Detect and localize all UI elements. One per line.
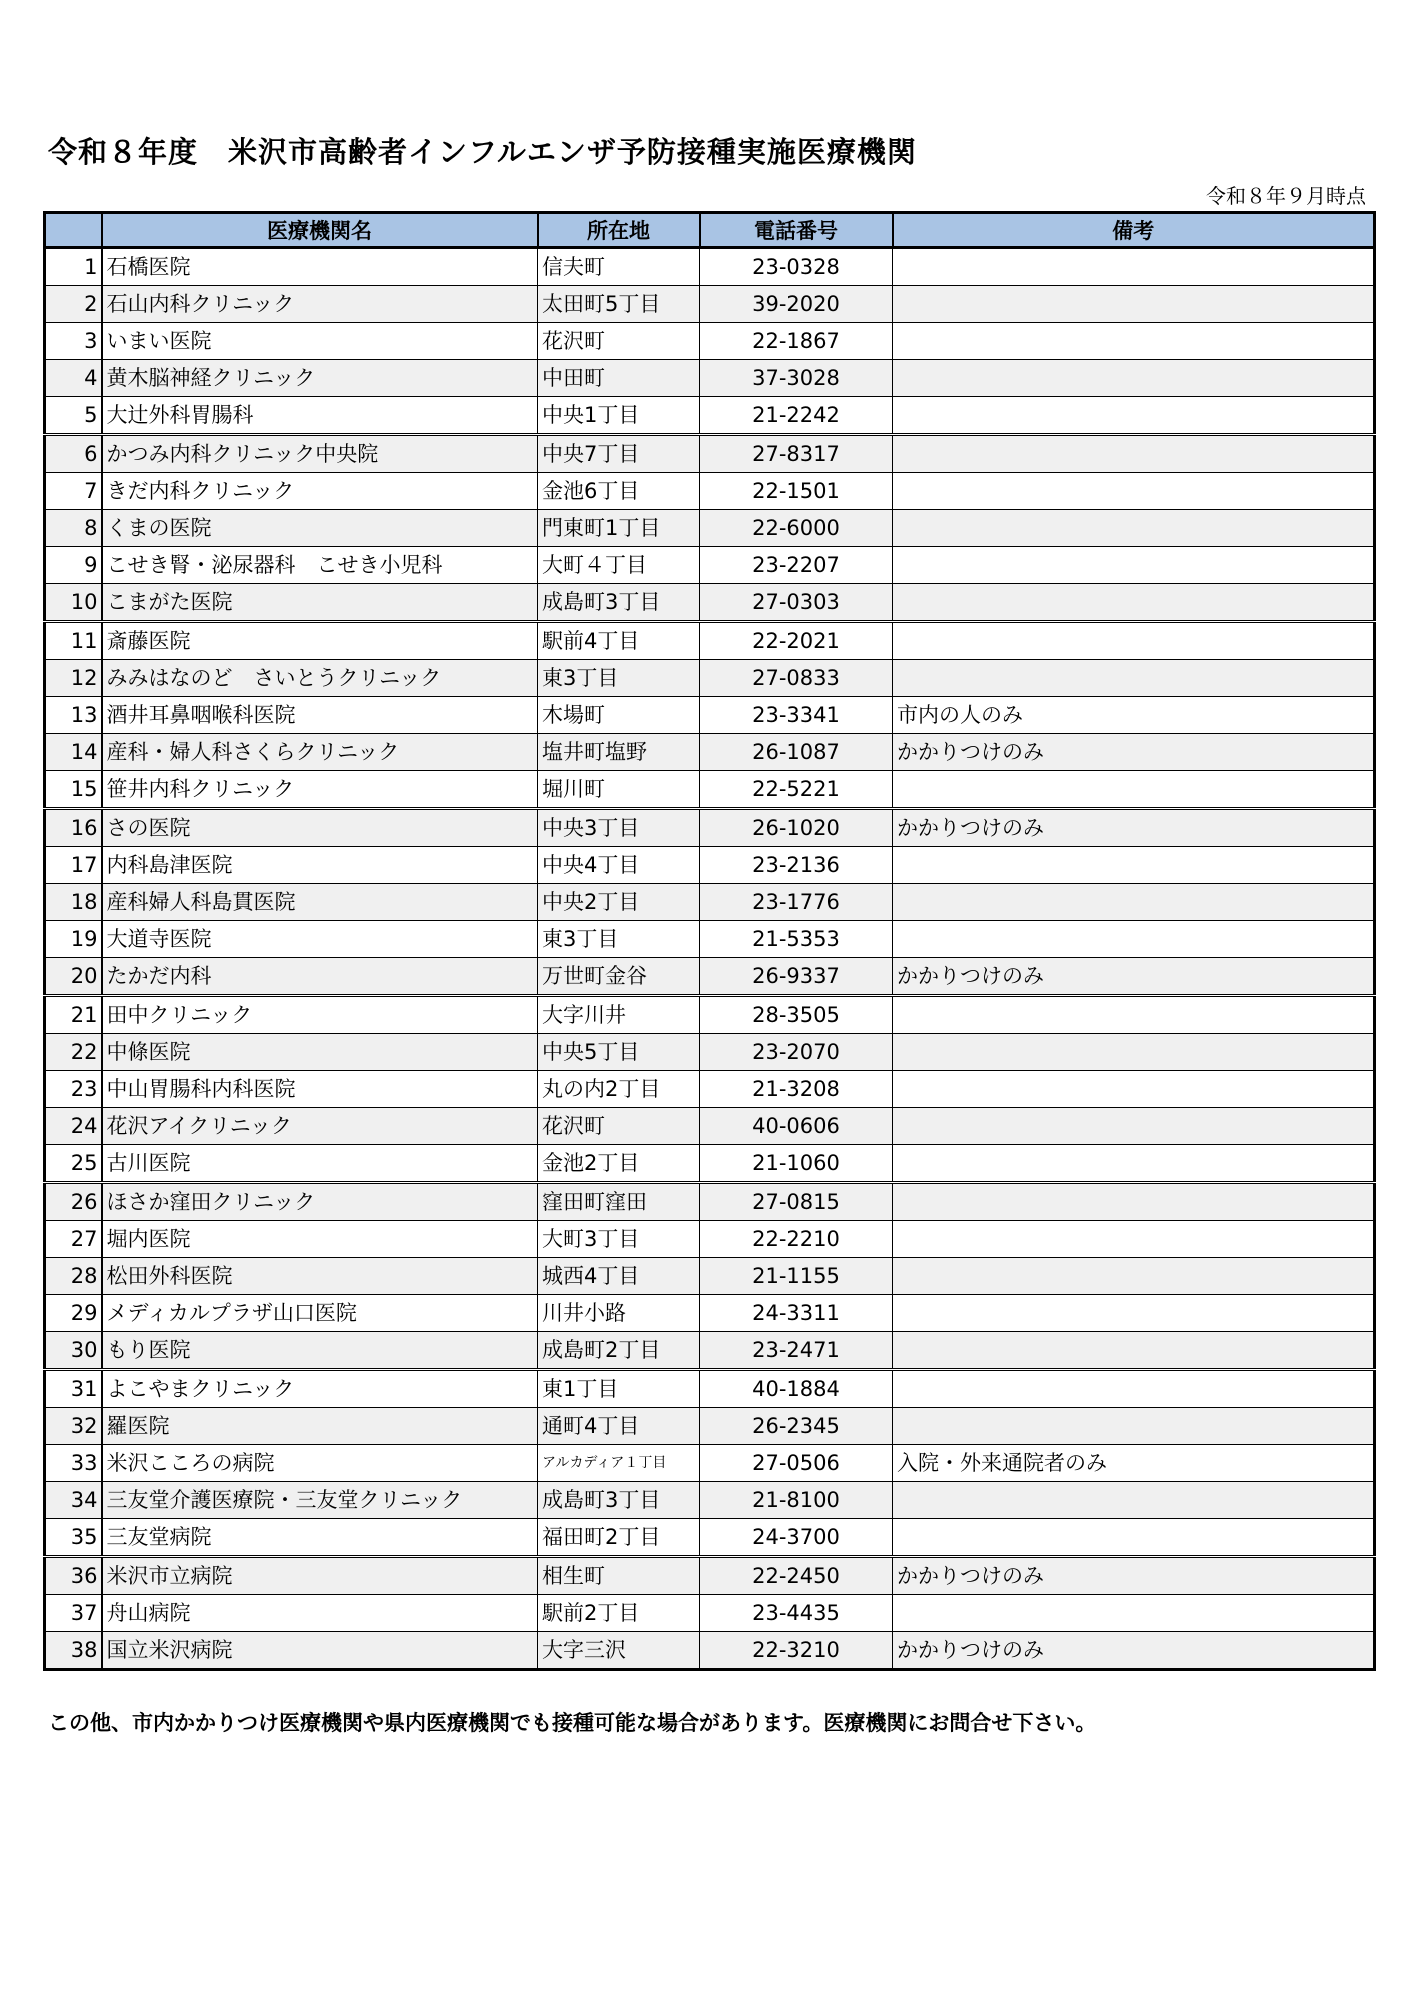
facility-name: きだ内科クリニック	[102, 473, 538, 510]
facility-address: 中央2丁目	[538, 884, 700, 921]
facility-address: 堀川町	[538, 771, 700, 809]
facility-note: かかりつけのみ	[893, 734, 1375, 771]
facility-phone: 23-3341	[700, 697, 893, 734]
facility-address: アルカディア１丁目	[538, 1445, 700, 1482]
facility-note	[893, 1071, 1375, 1108]
facility-address: 成島町3丁目	[538, 584, 700, 622]
table-row	[45, 996, 1375, 1034]
facility-note	[893, 660, 1375, 697]
table-row	[45, 435, 1375, 473]
facility-name: 堀内医院	[102, 1221, 538, 1258]
facility-address: 中央1丁目	[538, 397, 700, 435]
table-row	[45, 884, 1375, 921]
row-number: 17	[45, 847, 102, 884]
facility-note	[893, 323, 1375, 360]
facility-phone: 27-0833	[700, 660, 893, 697]
table-row	[45, 1632, 1375, 1670]
facility-phone: 22-5221	[700, 771, 893, 809]
table-row	[45, 1595, 1375, 1632]
row-number: 10	[45, 584, 102, 622]
facility-note	[893, 1332, 1375, 1370]
table-row	[45, 1295, 1375, 1332]
row-number: 28	[45, 1258, 102, 1295]
facility-phone: 24-3311	[700, 1295, 893, 1332]
header-number	[45, 213, 102, 248]
facility-phone: 21-3208	[700, 1071, 893, 1108]
facility-phone: 27-0303	[700, 584, 893, 622]
facility-name: 羅医院	[102, 1408, 538, 1445]
row-number: 8	[45, 510, 102, 547]
table-row	[45, 397, 1375, 435]
facility-note	[893, 1034, 1375, 1071]
row-number: 5	[45, 397, 102, 435]
facility-phone: 22-3210	[700, 1632, 893, 1670]
facility-address: 大字三沢	[538, 1632, 700, 1670]
facility-phone: 23-1776	[700, 884, 893, 921]
facility-address: 万世町金谷	[538, 958, 700, 996]
row-number: 2	[45, 286, 102, 323]
table-row	[45, 1445, 1375, 1482]
row-number: 33	[45, 1445, 102, 1482]
row-number: 1	[45, 248, 102, 286]
facility-phone: 22-2021	[700, 622, 893, 660]
facility-name: 国立米沢病院	[102, 1632, 538, 1670]
row-number: 38	[45, 1632, 102, 1670]
facility-phone: 37-3028	[700, 360, 893, 397]
facility-note	[893, 847, 1375, 884]
table-row	[45, 771, 1375, 809]
facility-address: 花沢町	[538, 323, 700, 360]
facility-name: 笹井内科クリニック	[102, 771, 538, 809]
facility-phone: 26-1020	[700, 809, 893, 847]
table-row	[45, 958, 1375, 996]
facility-phone: 27-0506	[700, 1445, 893, 1482]
row-number: 27	[45, 1221, 102, 1258]
row-number: 15	[45, 771, 102, 809]
facility-phone: 23-2136	[700, 847, 893, 884]
facility-name: 大道寺医院	[102, 921, 538, 958]
facility-name: 舟山病院	[102, 1595, 538, 1632]
table-row	[45, 1258, 1375, 1295]
facility-address: 成島町2丁目	[538, 1332, 700, 1370]
row-number: 9	[45, 547, 102, 584]
facility-name: 黄木脳神経クリニック	[102, 360, 538, 397]
facility-phone: 21-2242	[700, 397, 893, 435]
facility-address: 花沢町	[538, 1108, 700, 1145]
facility-address: 中央3丁目	[538, 809, 700, 847]
facility-phone: 26-2345	[700, 1408, 893, 1445]
facility-address: 太田町5丁目	[538, 286, 700, 323]
facility-note: 市内の人のみ	[893, 697, 1375, 734]
facility-note	[893, 547, 1375, 584]
facility-name: 米沢市立病院	[102, 1557, 538, 1595]
facility-name: メディカルプラザ山口医院	[102, 1295, 538, 1332]
table-row	[45, 809, 1375, 847]
facility-name: 三友堂介護医療院・三友堂クリニック	[102, 1482, 538, 1519]
facility-note	[893, 435, 1375, 473]
facility-name: 米沢こころの病院	[102, 1445, 538, 1482]
row-number: 26	[45, 1183, 102, 1221]
table-row	[45, 1108, 1375, 1145]
facility-address: 塩井町塩野	[538, 734, 700, 771]
facility-phone: 23-4435	[700, 1595, 893, 1632]
facility-phone: 39-2020	[700, 286, 893, 323]
table-row	[45, 847, 1375, 884]
facility-phone: 23-2471	[700, 1332, 893, 1370]
facility-note	[893, 996, 1375, 1034]
facility-name: 大辻外科胃腸科	[102, 397, 538, 435]
table-row	[45, 1557, 1375, 1595]
facility-note	[893, 1108, 1375, 1145]
facility-name: 古川医院	[102, 1145, 538, 1183]
facility-phone: 21-1155	[700, 1258, 893, 1295]
facility-note	[893, 884, 1375, 921]
row-number: 35	[45, 1519, 102, 1557]
facility-name: みみはなのど さいとうクリニック	[102, 660, 538, 697]
facility-table-body	[45, 248, 1375, 1670]
facility-phone: 23-0328	[700, 248, 893, 286]
facility-address: 大町４丁目	[538, 547, 700, 584]
facility-name: もり医院	[102, 1332, 538, 1370]
facility-address: 福田町2丁目	[538, 1519, 700, 1557]
row-number: 13	[45, 697, 102, 734]
facility-name: こせき腎・泌尿器科 こせき小児科	[102, 547, 538, 584]
facility-address: 川井小路	[538, 1295, 700, 1332]
facility-phone: 40-0606	[700, 1108, 893, 1145]
facility-name: ほさか窪田クリニック	[102, 1183, 538, 1221]
header-note: 備考	[893, 213, 1375, 248]
facility-phone: 26-9337	[700, 958, 893, 996]
facility-note	[893, 622, 1375, 660]
row-number: 23	[45, 1071, 102, 1108]
facility-address: 中央7丁目	[538, 435, 700, 473]
facility-note	[893, 1595, 1375, 1632]
facility-phone: 22-2450	[700, 1557, 893, 1595]
facility-note	[893, 1258, 1375, 1295]
facility-name: 石山内科クリニック	[102, 286, 538, 323]
row-number: 4	[45, 360, 102, 397]
facility-note	[893, 510, 1375, 547]
facility-phone: 23-2070	[700, 1034, 893, 1071]
table-row	[45, 547, 1375, 584]
facility-note: かかりつけのみ	[893, 958, 1375, 996]
facility-name: よこやまクリニック	[102, 1370, 538, 1408]
facility-name: 三友堂病院	[102, 1519, 538, 1557]
facility-note	[893, 473, 1375, 510]
facility-name: 松田外科医院	[102, 1258, 538, 1295]
table-row	[45, 248, 1375, 286]
table-row	[45, 323, 1375, 360]
facility-address: 中央4丁目	[538, 847, 700, 884]
row-number: 21	[45, 996, 102, 1034]
facility-address: 丸の内2丁目	[538, 1071, 700, 1108]
facility-name: 内科島津医院	[102, 847, 538, 884]
table-row	[45, 622, 1375, 660]
facility-phone: 21-8100	[700, 1482, 893, 1519]
facility-note	[893, 1295, 1375, 1332]
row-number: 30	[45, 1332, 102, 1370]
row-number: 6	[45, 435, 102, 473]
facility-name: 斎藤医院	[102, 622, 538, 660]
facility-note	[893, 1408, 1375, 1445]
facility-name: 石橋医院	[102, 248, 538, 286]
facility-address: 大町3丁目	[538, 1221, 700, 1258]
table-row	[45, 473, 1375, 510]
table-row	[45, 1221, 1375, 1258]
row-number: 36	[45, 1557, 102, 1595]
facility-name: 産科婦人科島貫医院	[102, 884, 538, 921]
facility-address: 中田町	[538, 360, 700, 397]
row-number: 19	[45, 921, 102, 958]
facility-phone: 22-2210	[700, 1221, 893, 1258]
facility-phone: 27-0815	[700, 1183, 893, 1221]
row-number: 22	[45, 1034, 102, 1071]
facility-note: かかりつけのみ	[893, 1632, 1375, 1670]
row-number: 14	[45, 734, 102, 771]
row-number: 24	[45, 1108, 102, 1145]
facility-phone: 22-6000	[700, 510, 893, 547]
facility-note	[893, 1183, 1375, 1221]
row-number: 32	[45, 1408, 102, 1445]
facility-note	[893, 286, 1375, 323]
table-header-row	[45, 213, 1375, 248]
facility-phone: 28-3505	[700, 996, 893, 1034]
facility-name: いまい医院	[102, 323, 538, 360]
table-row	[45, 1370, 1375, 1408]
table-row	[45, 1034, 1375, 1071]
facility-address: 木場町	[538, 697, 700, 734]
table-row	[45, 660, 1375, 697]
facility-address: 駅前2丁目	[538, 1595, 700, 1632]
facility-note	[893, 248, 1375, 286]
table-row	[45, 360, 1375, 397]
table-row	[45, 584, 1375, 622]
facility-phone: 21-5353	[700, 921, 893, 958]
row-number: 37	[45, 1595, 102, 1632]
facility-phone: 24-3700	[700, 1519, 893, 1557]
facility-address: 東3丁目	[538, 660, 700, 697]
facility-note	[893, 1519, 1375, 1557]
row-number: 12	[45, 660, 102, 697]
table-row	[45, 921, 1375, 958]
row-number: 20	[45, 958, 102, 996]
header-facility-name: 医療機関名	[102, 213, 538, 248]
facility-phone: 22-1501	[700, 473, 893, 510]
facility-name: 中條医院	[102, 1034, 538, 1071]
facility-name: くまの医院	[102, 510, 538, 547]
facility-name: さの医院	[102, 809, 538, 847]
facility-note	[893, 1221, 1375, 1258]
facility-address: 金池2丁目	[538, 1145, 700, 1183]
row-number: 3	[45, 323, 102, 360]
facility-note: かかりつけのみ	[893, 809, 1375, 847]
table-row	[45, 1332, 1375, 1370]
facility-address: 駅前4丁目	[538, 622, 700, 660]
table-row	[45, 1183, 1375, 1221]
facility-address: 通町4丁目	[538, 1408, 700, 1445]
facility-note: 入院・外来通院者のみ	[893, 1445, 1375, 1482]
facility-name: たかだ内科	[102, 958, 538, 996]
facility-phone: 23-2207	[700, 547, 893, 584]
table-row	[45, 286, 1375, 323]
facility-note	[893, 921, 1375, 958]
facility-address: 城西4丁目	[538, 1258, 700, 1295]
facility-note	[893, 1482, 1375, 1519]
row-number: 7	[45, 473, 102, 510]
facility-address: 窪田町窪田	[538, 1183, 700, 1221]
facility-note	[893, 397, 1375, 435]
row-number: 29	[45, 1295, 102, 1332]
row-number: 16	[45, 809, 102, 847]
facility-phone: 22-1867	[700, 323, 893, 360]
facility-note	[893, 1370, 1375, 1408]
row-number: 11	[45, 622, 102, 660]
facility-note	[893, 584, 1375, 622]
table-row	[45, 1145, 1375, 1183]
facility-name: 中山胃腸科内科医院	[102, 1071, 538, 1108]
table-row	[45, 1071, 1375, 1108]
facility-name: かつみ内科クリニック中央院	[102, 435, 538, 473]
document-title: 令和８年度 米沢市高齢者インフルエンザ予防接種実施医療機関	[48, 135, 917, 169]
facility-table	[43, 211, 1376, 1671]
facility-name: 花沢アイクリニック	[102, 1108, 538, 1145]
facility-name: 酒井耳鼻咽喉科医院	[102, 697, 538, 734]
facility-address: 東1丁目	[538, 1370, 700, 1408]
row-number: 34	[45, 1482, 102, 1519]
facility-address: 東3丁目	[538, 921, 700, 958]
table-row	[45, 1408, 1375, 1445]
facility-address: 信夫町	[538, 248, 700, 286]
table-row	[45, 1519, 1375, 1557]
facility-name: こまがた医院	[102, 584, 538, 622]
facility-phone: 27-8317	[700, 435, 893, 473]
facility-phone: 26-1087	[700, 734, 893, 771]
facility-note	[893, 360, 1375, 397]
row-number: 18	[45, 884, 102, 921]
facility-address: 大字川井	[538, 996, 700, 1034]
facility-address: 金池6丁目	[538, 473, 700, 510]
table-row	[45, 734, 1375, 771]
facility-note: かかりつけのみ	[893, 1557, 1375, 1595]
facility-address: 中央5丁目	[538, 1034, 700, 1071]
row-number: 25	[45, 1145, 102, 1183]
facility-name: 田中クリニック	[102, 996, 538, 1034]
header-phone: 電話番号	[700, 213, 893, 248]
table-row	[45, 1482, 1375, 1519]
as-of-date: 令和８年９月時点	[1206, 184, 1366, 208]
facility-address: 成島町3丁目	[538, 1482, 700, 1519]
facility-address: 相生町	[538, 1557, 700, 1595]
row-number: 31	[45, 1370, 102, 1408]
facility-phone: 40-1884	[700, 1370, 893, 1408]
facility-note	[893, 1145, 1375, 1183]
footnote: この他、市内かかりつけ医療機関や県内医療機関でも接種可能な場合があります。医療機関にお問合せ下さい。	[48, 1711, 1097, 1735]
facility-note	[893, 771, 1375, 809]
facility-name: 産科・婦人科さくらクリニック	[102, 734, 538, 771]
table-row	[45, 510, 1375, 547]
header-address: 所在地	[538, 213, 700, 248]
facility-address: 門東町1丁目	[538, 510, 700, 547]
table-row	[45, 697, 1375, 734]
facility-phone: 21-1060	[700, 1145, 893, 1183]
